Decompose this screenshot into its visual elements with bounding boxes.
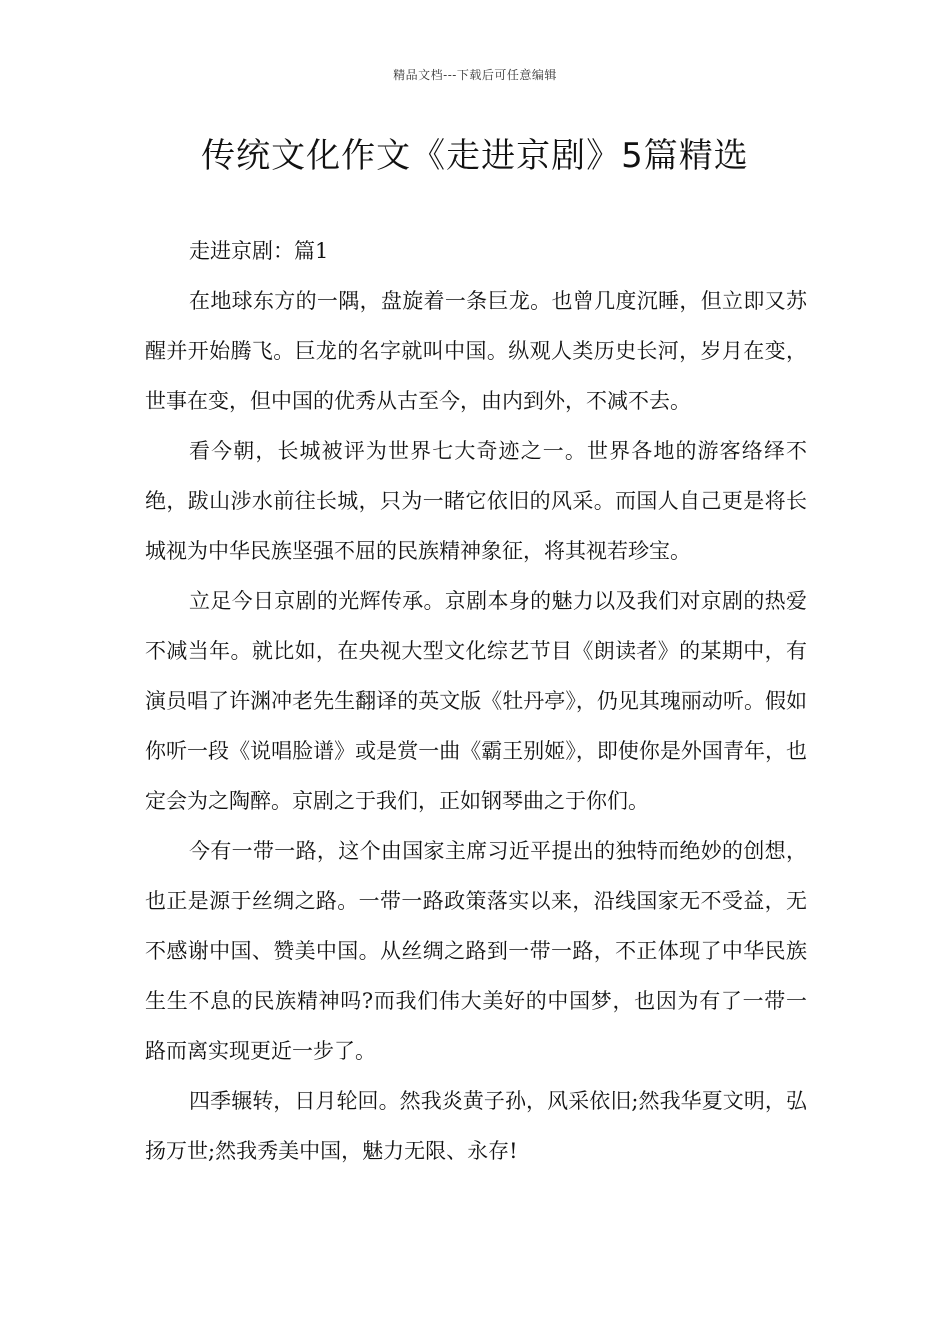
document-title: 传统文化作文《走进京剧》5篇精选 bbox=[201, 136, 749, 176]
document-body bbox=[145, 226, 807, 1176]
header-note: 精品文档---下载后可任意编辑 bbox=[393, 68, 557, 82]
section-label: 走进京剧：篇1 bbox=[189, 239, 329, 263]
paragraph-1: 在地球东方的一隅，盘旋着一条巨龙。也曾几度沉睡，但立即又苏醒并开始腾飞。巨龙的名字就叫中国。纵观人类历史长河，岁月在变，世事在变，但中国的优秀从古至今，由内到外，不减不去。 bbox=[145, 289, 807, 413]
paragraph-3: 立足今日京剧的光辉传承。京剧本身的魅力以及我们对京剧的热爱不减当年。就比如，在央视大型文化综艺节目《朗读者》的某期中，有演员唱了许渊冲老先生翻译的英文版《牡丹亭》，仍见其瑰丽动听。假如你听一段《说唱脸谱》或是赏一曲《霸王别姬》，即使你是外国青年，也定会为之陶醉。京剧之于我们，正如钢琴曲之于你们。 bbox=[145, 589, 807, 813]
paragraph-2: 看今朝，长城被评为世界七大奇迹之一。世界各地的游客络绎不绝，跋山涉水前往长城，只为一睹它依旧的风采。而国人自己更是将长城视为中华民族坚强不屈的民族精神象征，将其视若珍宝。 bbox=[145, 439, 807, 563]
paragraph-5: 四季辗转，日月轮回。然我炎黄子孙，风采依旧;然我华夏文明，弘扬万世;然我秀美中国，魅力无限、永存! bbox=[145, 1089, 807, 1163]
paragraph-4: 今有一带一路，这个由国家主席习近平提出的独特而绝妙的创想，也正是源于丝绸之路。一带一路政策落实以来，沿线国家无不受益，无不感谢中国、赞美中国。从丝绸之路到一带一路，不正体现了中华民族生生不息的民族精神吗?而我们伟大美好的中国梦，也因为有了一带一路而离实现更近一步了。 bbox=[145, 839, 807, 1063]
